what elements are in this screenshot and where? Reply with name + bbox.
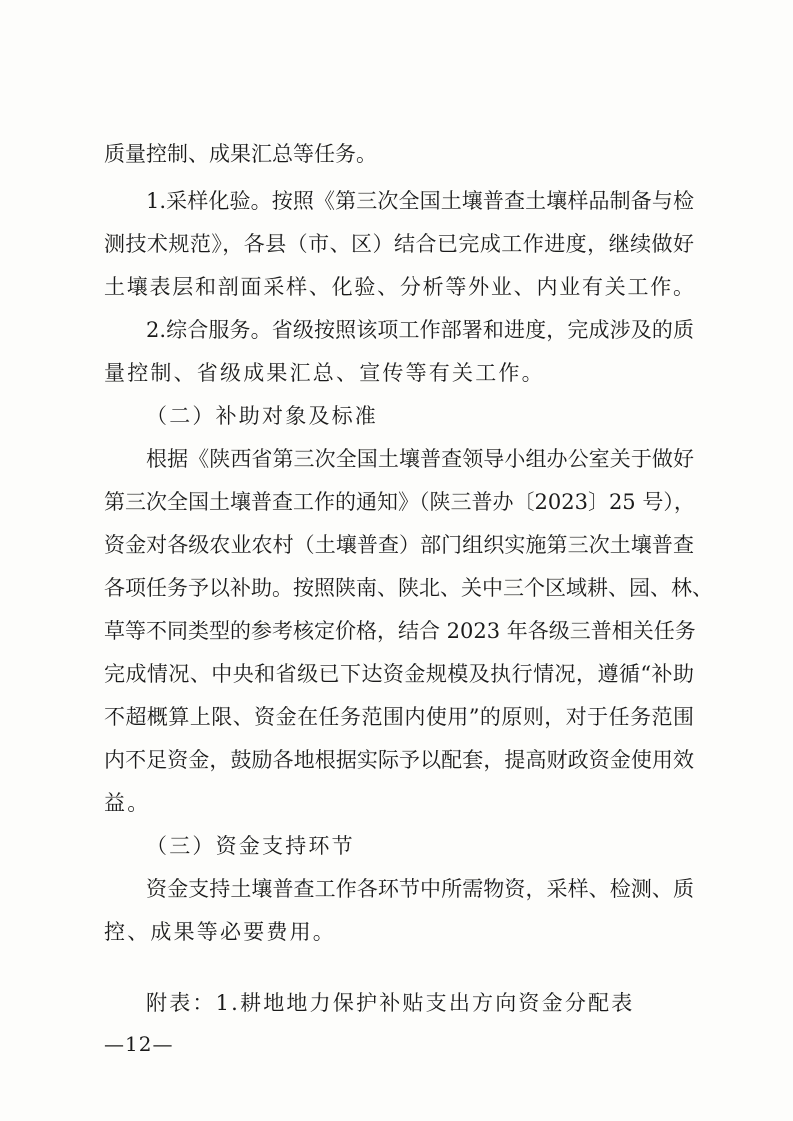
- attachment-note: 附表：1.耕地地力保护补贴支出方向资金分配表: [146, 991, 635, 1015]
- paragraph-line: 测技术规范》，各县（市、区）结合已完成工作进度，继续做好: [104, 232, 694, 256]
- paragraph-line: 完成情况、中央和省级已下达资金规模及执行情况，遵循“补助: [104, 662, 694, 686]
- paragraph-line: 量控制、省级成果汇总、宣传等有关工作。: [104, 361, 545, 385]
- paragraph-line: 益。: [104, 791, 151, 815]
- paragraph-line: 资金支持土壤普查工作各环节中所需物资，采样、检测、质: [146, 877, 694, 901]
- paragraph-line: 土壤表层和剖面采样、化验、分析等外业、内业有关工作。: [104, 275, 694, 299]
- paragraph-line: 根据《陕西省第三次全国土壤普查领导小组办公室关于做好: [146, 447, 694, 471]
- paragraph-line: 2.综合服务。省级按照该项工作部署和进度，完成涉及的质: [146, 318, 694, 342]
- section-heading: （三）资金支持环节: [146, 834, 355, 858]
- paragraph-line: 资金对各级农业农村（土壤普查）部门组织实施第三次土壤普查: [104, 533, 694, 557]
- paragraph-line: 控、成果等必要费用。: [104, 920, 336, 944]
- paragraph-line: 质量控制、成果汇总等任务。: [104, 142, 377, 166]
- paragraph-line: 各项任务予以补助。按照陕南、陕北、关中三个区域耕、园、林、: [104, 576, 713, 600]
- paragraph-line: 第三次全国土壤普查工作的通知》（陕三普办〔2023〕25 号），: [104, 490, 695, 514]
- page-number: —12—: [104, 1032, 174, 1056]
- paragraph-line: 不超概算上限、资金在任务范围内使用”的原则，对于任务范围: [104, 705, 694, 729]
- paragraph-line: 1.采样化验。按照《第三次全国土壤普查土壤样品制备与检: [146, 189, 694, 213]
- paragraph-line: 草等不同类型的参考核定价格，结合 2023 年各级三普相关任务: [104, 619, 696, 643]
- paragraph-line: 内不足资金，鼓励各地根据实际予以配套，提高财政资金使用效: [104, 748, 694, 772]
- section-heading: （二）补助对象及标准: [146, 404, 378, 428]
